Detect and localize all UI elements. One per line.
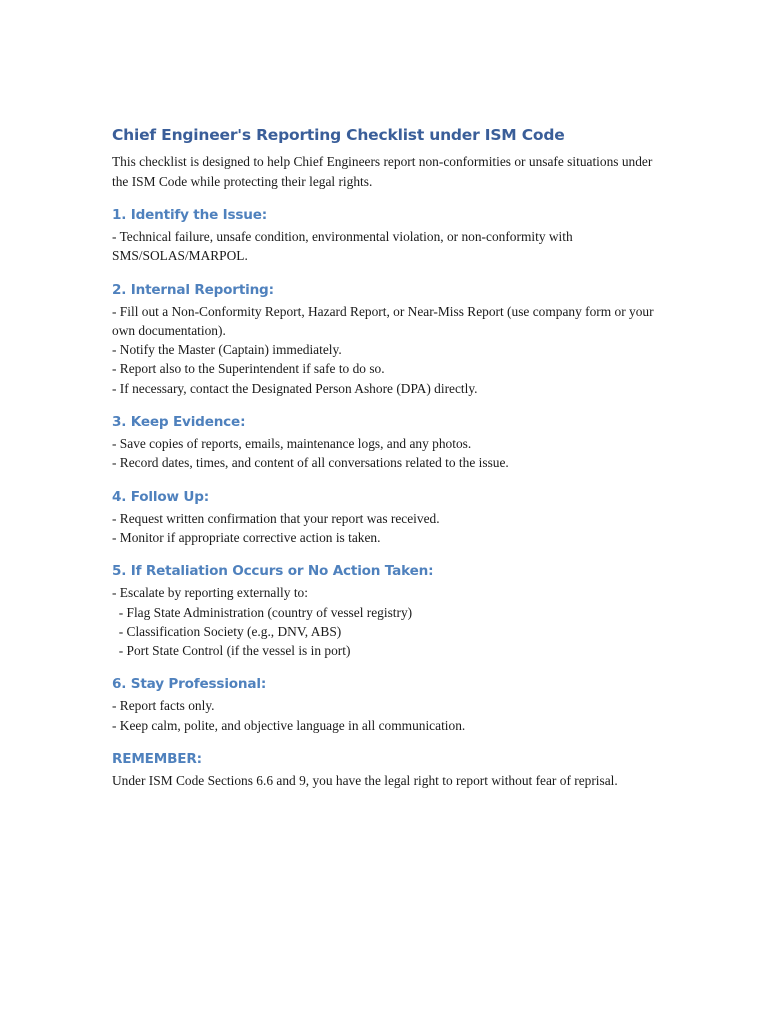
list-item: - Save copies of reports, emails, maintenance logs, and any photos.: [112, 436, 472, 452]
list-item: - Classification Society (e.g., DNV, ABS): [112, 623, 342, 639]
list-item: - Fill out a Non-Conformity Report, Hazard Report, or Near-Miss Report (use company form or your own documentation).: [112, 303, 657, 338]
list-item: - Port State Control (if the vessel is in port): [112, 643, 351, 659]
list-item: - Flag State Administration (country of vessel registry): [112, 604, 413, 620]
section-heading: REMEMBER:: [112, 751, 202, 768]
list-item: - Escalate by reporting externally to:: [112, 585, 308, 601]
intro-paragraph: This checklist is designed to help Chief Engineers report non-conformities or unsafe situations under the ISM Code while protecting their legal rights.: [112, 154, 653, 189]
list-item: - If necessary, contact the Designated Person Ashore (DPA) directly.: [112, 380, 478, 396]
list-item: - Technical failure, unsafe condition, environmental violation, or non-conformity with SMS/SOLAS/MARPOL.: [112, 229, 577, 264]
list-item: - Notify the Master (Captain) immediately.: [112, 342, 342, 358]
section-heading: 4. Follow Up:: [112, 488, 209, 505]
list-item: - Record dates, times, and content of all conversations related to the issue.: [112, 455, 509, 471]
document-title: Chief Engineer's Reporting Checklist under ISM Code: [112, 126, 565, 144]
section-stay-professional: [112, 674, 672, 735]
list-item: - Request written confirmation that your report was received.: [112, 510, 440, 526]
list-item: - Report facts only.: [112, 698, 215, 714]
section-retaliation: [112, 561, 672, 660]
section-heading: 6. Stay Professional:: [112, 676, 267, 693]
list-item: - Keep calm, polite, and objective language in all communication.: [112, 717, 466, 733]
section-identify-issue: [112, 205, 672, 266]
document-page: [112, 124, 672, 790]
remember-text: Under ISM Code Sections 6.6 and 9, you have the legal right to report without fear of reprisal.: [112, 773, 618, 789]
section-internal-reporting: [112, 280, 672, 398]
section-heading: 5. If Retaliation Occurs or No Action Taken:: [112, 563, 434, 580]
section-heading: 3. Keep Evidence:: [112, 414, 246, 431]
list-item: - Monitor if appropriate corrective action is taken.: [112, 529, 381, 545]
section-keep-evidence: [112, 412, 672, 473]
section-heading: 2. Internal Reporting:: [112, 281, 274, 298]
list-item: - Report also to the Superintendent if safe to do so.: [112, 361, 385, 377]
section-remember: [112, 749, 672, 790]
section-heading: 1. Identify the Issue:: [112, 207, 268, 223]
section-follow-up: [112, 487, 672, 548]
